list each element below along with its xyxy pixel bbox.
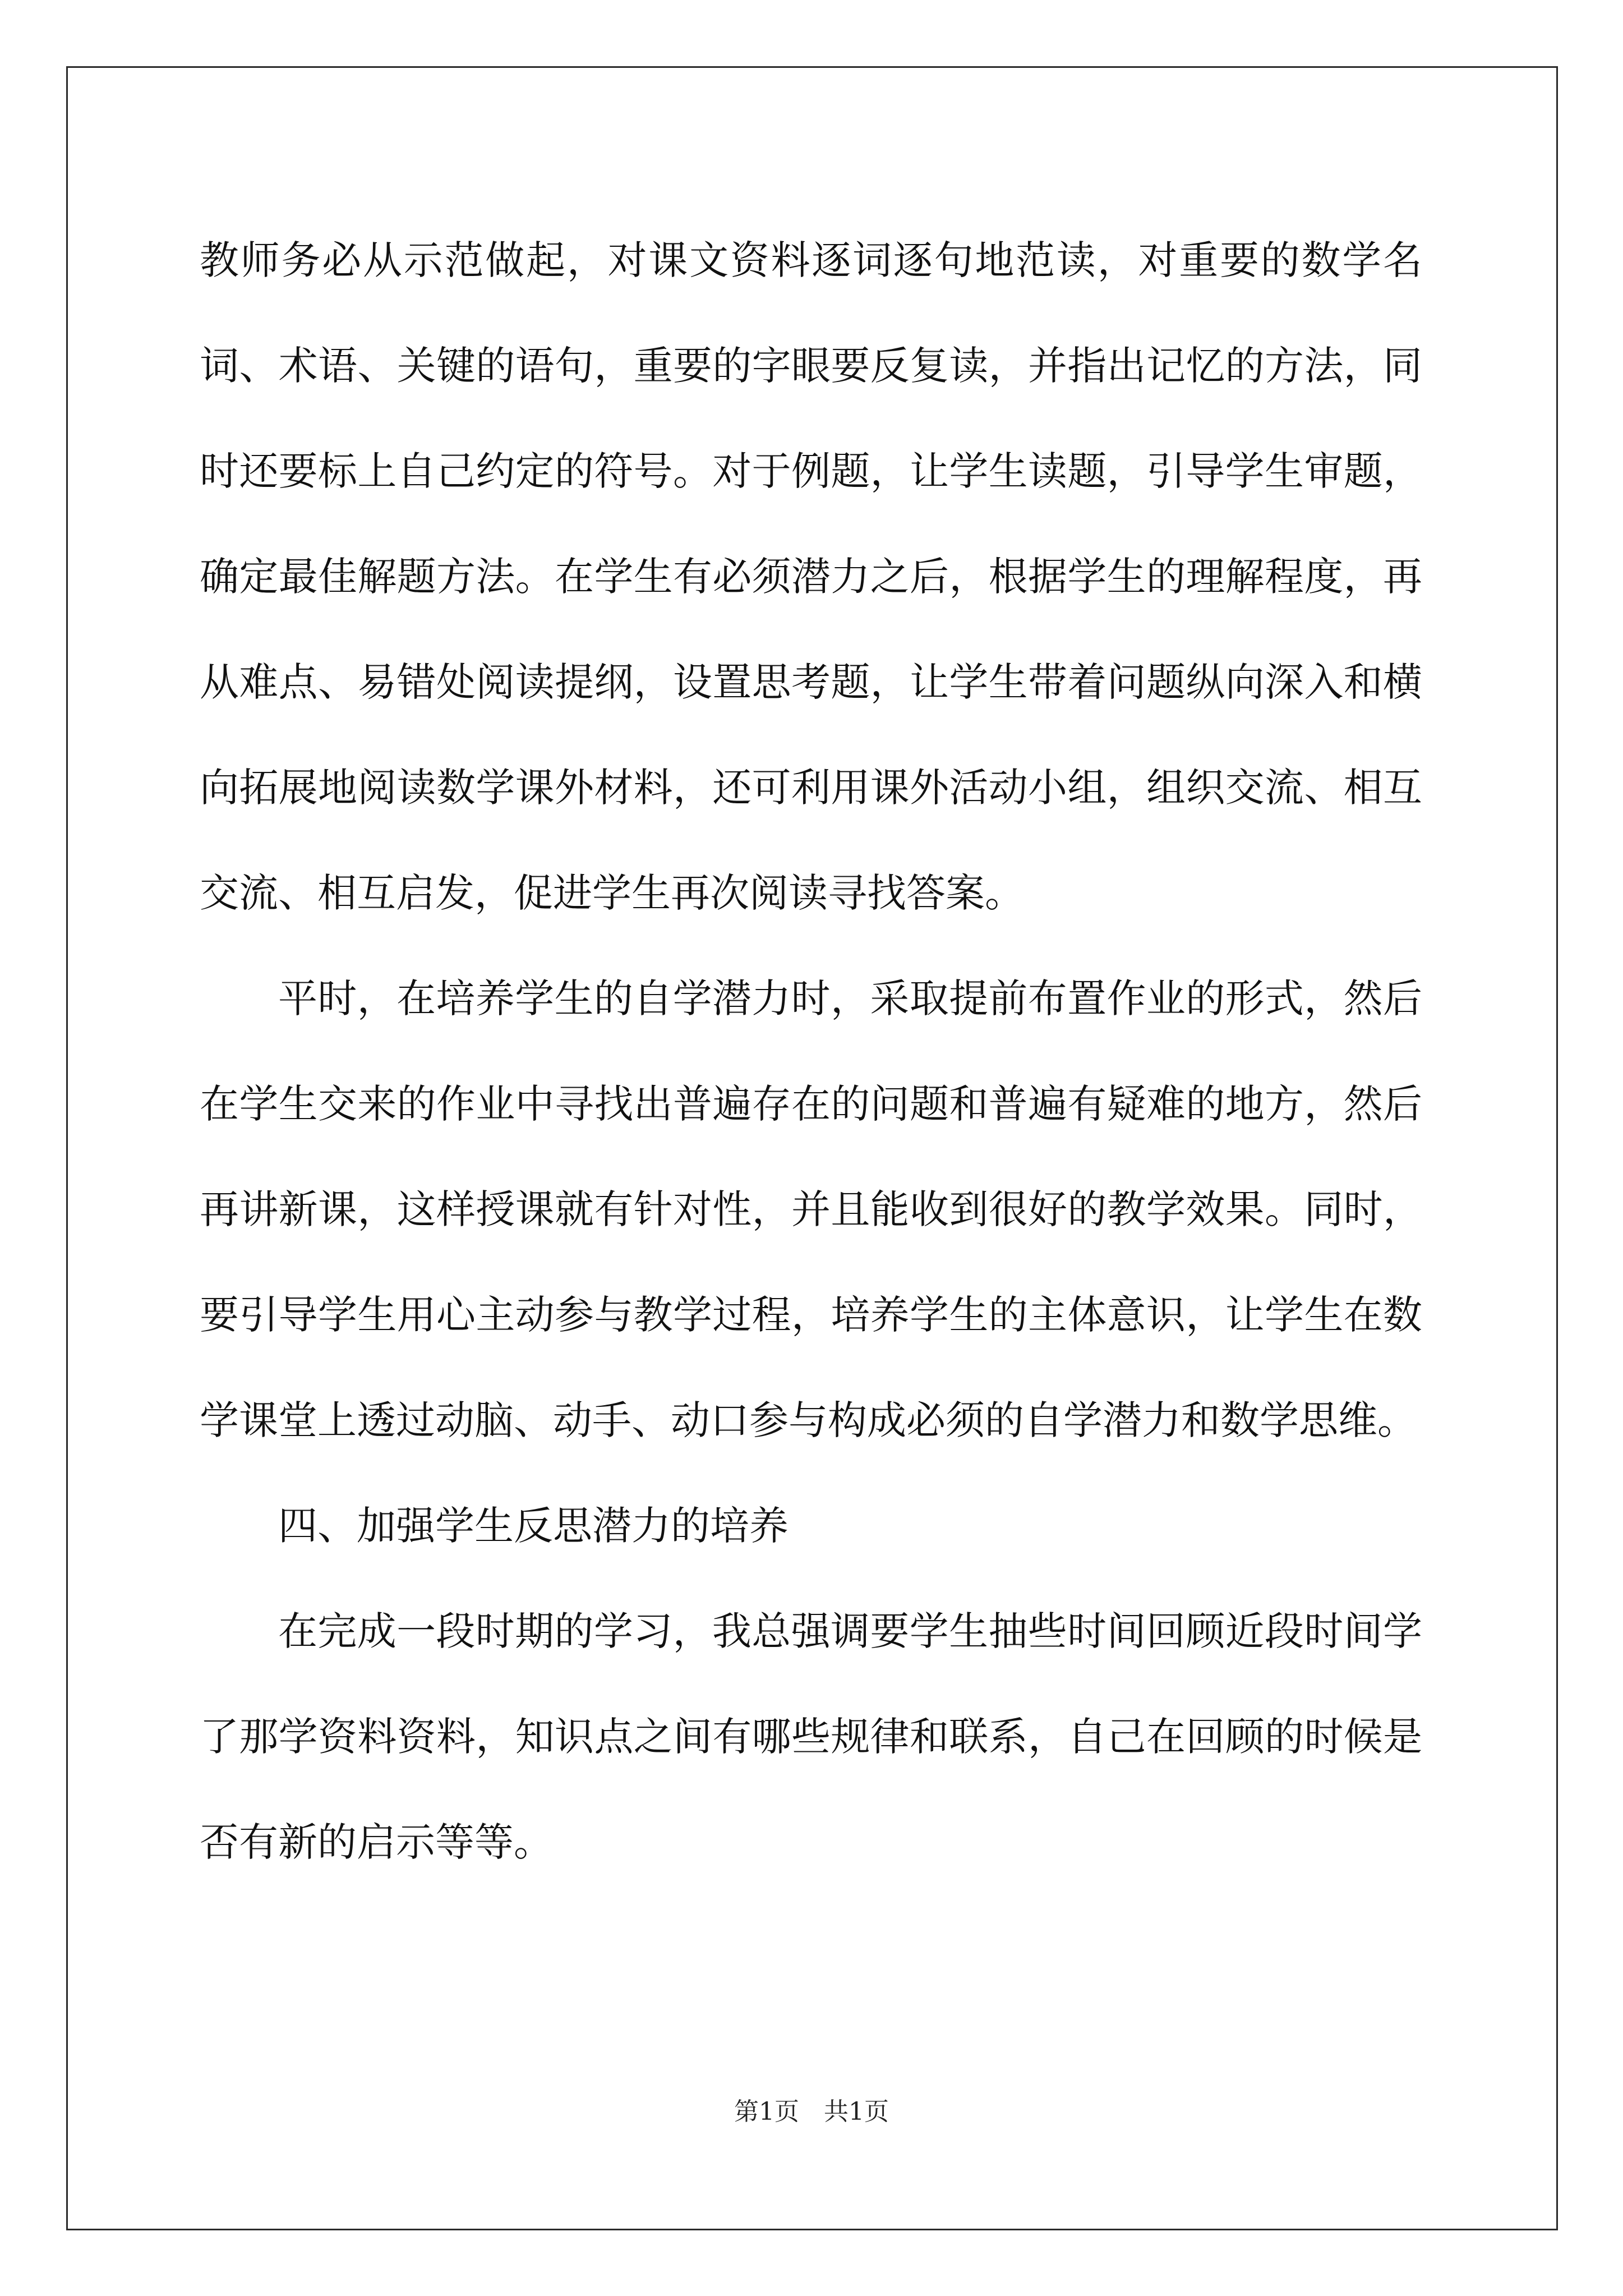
page-number-footer: 第1页 共1页 (734, 2097, 889, 2126)
paragraph-3: 在完成一段时期的学习，我总强调要学生抽些时间回顾近段时间学了那学资料资料，知识点之间有哪些规律和联系，自己在回顾的时候是否有新的启示等等。 (200, 1608, 1422, 1865)
paragraph-2: 平时，在培养学生的自学潜力时，采取提前布置作业的形式，然后在学生交来的作业中寻找出普遍存在的问题和普遍有疑难的地方，然后再讲新课，这样授课就有针对性，并且能收到很好的教学效果。同时，要引导学生用心主动参与教学过程，培养学生的主体意识，让学生在数学课堂上透过动脑、动手、动口参与构成必须的自学潜力和数学思维。 (200, 976, 1422, 1443)
section-heading: 四、加强学生反思潜力的培养 (278, 1503, 789, 1549)
document-body (200, 208, 1422, 1895)
paragraph-1: 教师务必从示范做起，对课文资料逐词逐句地范读，对重要的数学名词、术语、关键的语句，重要的字眼要反复读，并指出记忆的方法，同时还要标上自己约定的符号。对于例题，让学生读题，引导学生审题，确定最佳解题方法。在学生有必须潜力之后，根据学生的理解程度，再从难点、易错处阅读提纲，设置思考题，让学生带着问题纵向深入和横向拓展地阅读数学课外材料，还可利用课外活动小组，组织交流、相互交流、相互启发，促进学生再次阅读寻找答案。 (200, 237, 1422, 916)
